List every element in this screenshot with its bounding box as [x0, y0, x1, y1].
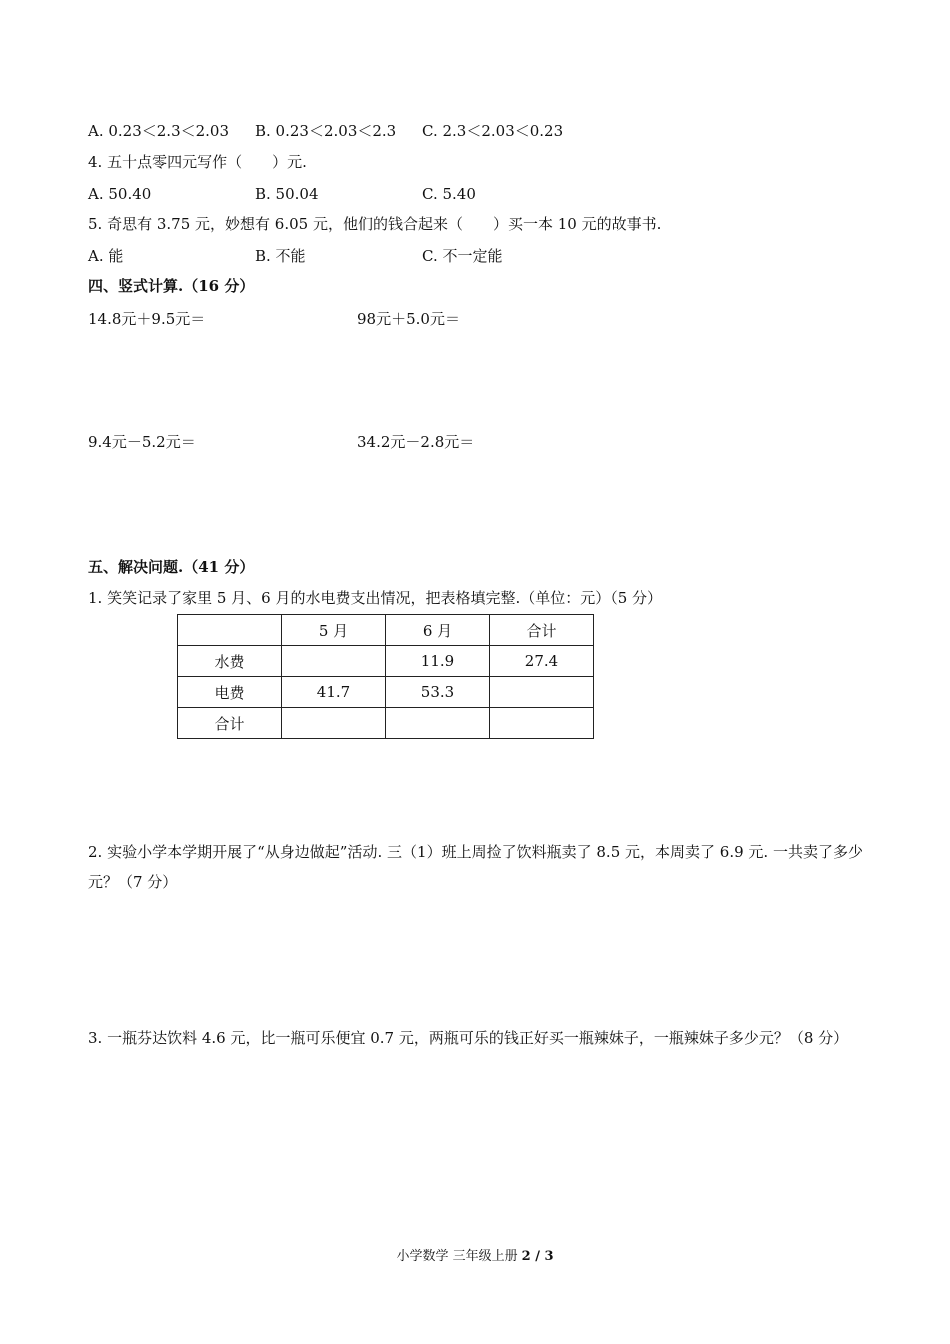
table-row [178, 677, 594, 708]
page-footer [0, 1248, 950, 1266]
q3-option-b: B. 0.23＜2.03＜2.3 [255, 122, 397, 140]
table-cell [490, 677, 594, 708]
calc-problem-3: 9.4元－5.2元＝ [88, 433, 196, 451]
q4-option-b: B. 50.04 [255, 185, 319, 203]
q5-text: 5. 奇思有 3.75 元，妙想有 6.05 元，他们的钱合起来（ ）买一本 10 元的故事书. [88, 215, 662, 233]
table-cell [178, 615, 282, 646]
q3-option-a: A. 0.23＜2.3＜2.03 [88, 122, 230, 140]
table-row [178, 708, 594, 739]
calc-problem-1: 14.8元＋9.5元＝ [88, 310, 206, 328]
q3-option-c: C. 2.3＜2.03＜0.23 [422, 122, 564, 140]
table-header-row [178, 615, 594, 646]
table-cell: 53.3 [386, 677, 490, 708]
q5-option-c: C. 不一定能 [422, 247, 503, 265]
q4-text: 4. 五十点零四元写作（ ）元. [88, 153, 307, 171]
table-cell: 41.7 [282, 677, 386, 708]
fees-table [177, 614, 594, 739]
problem-3-text: 3. 一瓶芬达饮料 4.6 元，比一瓶可乐便宜 0.7 元，两瓶可乐的钱正好买一瓶辣妹子，一瓶辣妹子多少元？（8 分） [88, 1029, 849, 1047]
table-cell: 27.4 [490, 646, 594, 677]
q4-option-a: A. 50.40 [88, 185, 152, 203]
table-cell: 5 月 [282, 615, 386, 646]
table-cell: 合计 [178, 708, 282, 739]
table-cell [490, 708, 594, 739]
table-cell [282, 708, 386, 739]
problem-1-text: 1. 笑笑记录了家里 5 月、6 月的水电费支出情况，把表格填完整.（单位：元）（5 分） [88, 589, 663, 607]
table-cell [282, 646, 386, 677]
q5-option-b: B. 不能 [255, 247, 306, 265]
table-cell [386, 708, 490, 739]
q4-option-c: C. 5.40 [422, 185, 476, 203]
calc-problem-2: 98元＋5.0元＝ [357, 310, 460, 328]
table-cell: 合计 [490, 615, 594, 646]
q5-option-a: A. 能 [88, 247, 124, 265]
section4-heading: 四、竖式计算.（16 分） [88, 277, 255, 295]
table-row [178, 646, 594, 677]
table-cell: 6 月 [386, 615, 490, 646]
table-cell: 电费 [178, 677, 282, 708]
calc-problem-4: 34.2元－2.8元＝ [357, 433, 475, 451]
footer-title: 小学数学 三年级上册 [396, 1249, 518, 1264]
section5-heading: 五、解决问题.（41 分） [88, 558, 255, 576]
table-cell: 11.9 [386, 646, 490, 677]
problem-2-text: 2. 实验小学本学期开展了“从身边做起”活动. 三（1）班上周捡了饮料瓶卖了 8.5 元，本周卖了 6.9 元. 一共卖了多少元？（7 分） [88, 843, 863, 891]
table-cell: 水费 [178, 646, 282, 677]
page-number: 2 / 3 [521, 1249, 554, 1264]
